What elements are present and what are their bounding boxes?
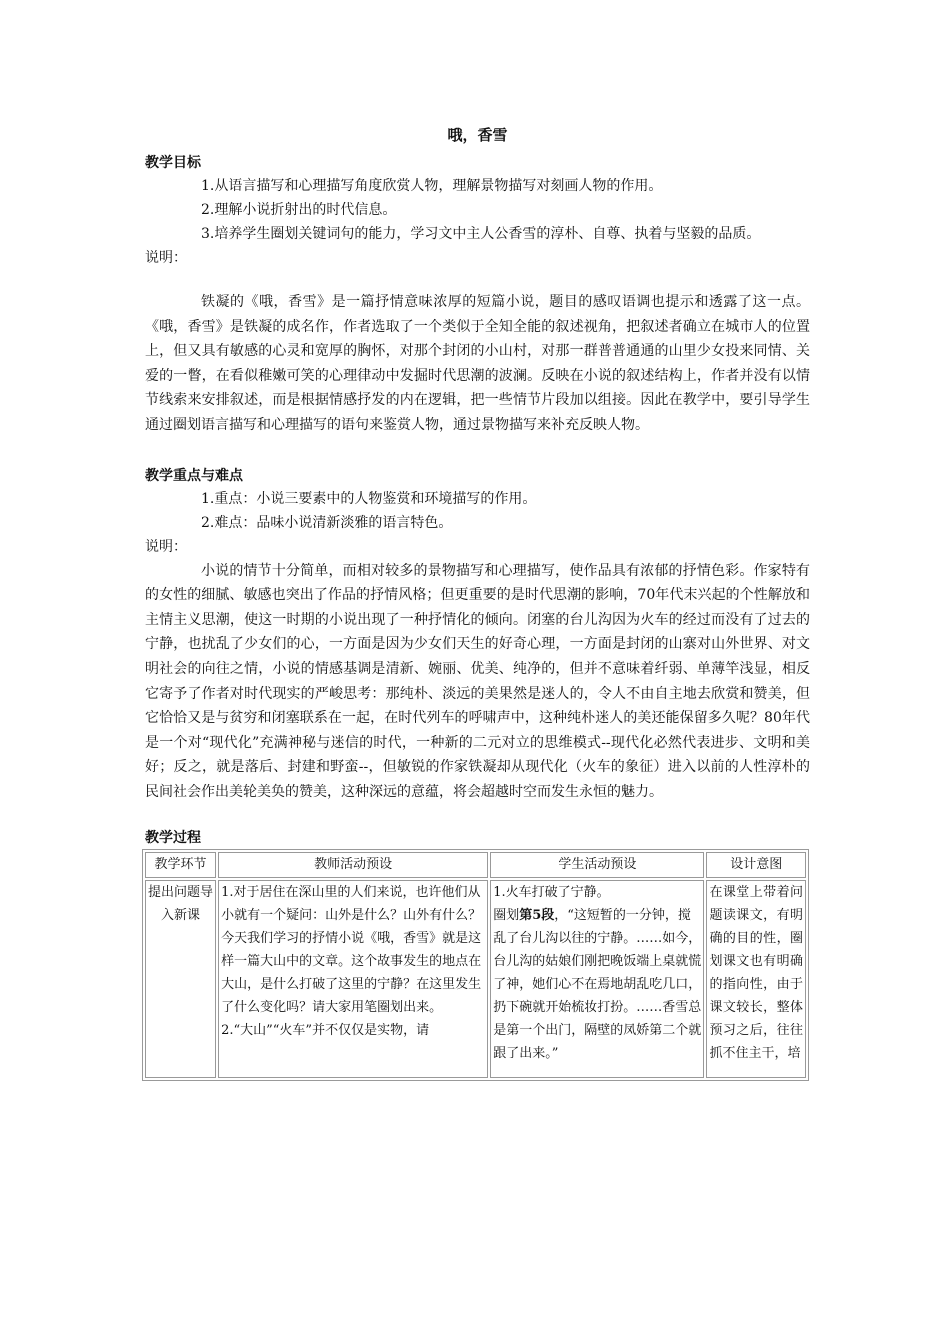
table-header-row bbox=[145, 852, 806, 878]
keypoints-note-label: 说明： bbox=[145, 538, 187, 555]
keypoint-item: 2.难点：品味小说清新淡雅的语言特色。 bbox=[201, 514, 453, 531]
keypoints-note-paragraph: 小说的情节十分简单，而相对较多的景物描写和心理描写，使作品具有浓郁的抒情色彩。作家特有的女性的细腻、敏感也突出了作品的抒情风格；但更重要的是时代思潮的影响，70年代末兴起的个性解放和主情主义思潮，使这一时期的小说出现了一种抒情化的倾向。闭塞的台儿沟因为火车的经过而没有了过去的宁静，也扰乱了少女们的心，一方面是因为少女们天生的好奇心理，一方面是封闭的山寨对山外世界、对文明社会的向往之情，小说的情感基调是清新、婉丽、优美、纯净的，但并不意味着纤弱、单薄竿浅显，相反它寄予了作者对时代现实的严峻思考：那纯朴、淡远的美果然是迷人的，令人不由自主地去欣赏和赞美，但它恰恰又是与贫穷和闭塞联系在一起，在时代列车的呼啸声中，这种纯朴迷人的美还能保留多久呢？80年代是一个对“现代化”充满神秘与迷信的时代，一种新的二元对立的思维模式--现代化必然代表进步、文明和美好；反之，就是落后、封建和野蛮--，但敏锐的作家铁凝却从现代化（火车的象征）进入以前的人性淳朴的民间社会作出美轮美奂的赞美，这种深远的意蕴，将会超越时空而发生永恒的魅力。 bbox=[145, 562, 810, 800]
column-header: 教师活动预设 bbox=[218, 852, 488, 878]
column-header: 学生活动预设 bbox=[490, 852, 704, 878]
column-header: 教学环节 bbox=[145, 852, 216, 878]
goal-item: 1.从语言描写和心理描写角度欣赏人物，理解景物描写对刻画人物的作用。 bbox=[201, 178, 663, 194]
page-title: 哦，香雪 bbox=[447, 126, 508, 144]
student-activity-2-rest: ，“这短暂的一分钟，搅乱了台儿沟以往的宁静。……如今，台儿沟的姑娘们刚把晚饭端上桌就慌了神，她们心不在焉地胡乱吃几口，扔下碗就开始梳妆打扮。……香雪总是第一个出门，隔壁的凤娇第二个就跟了出来。” bbox=[493, 907, 702, 1061]
stage-text: 提出问题导入新课 bbox=[148, 884, 214, 923]
design-intent-text: 在课堂上带着问题读课文，有明确的目的性，圈划课文也有明确的指向性，由于课文较长，整体预习之后，往往抓不住主干，培 bbox=[709, 884, 803, 1061]
keypoint-item: 1.重点：小说三要素中的人物鉴赏和环境描写的作用。 bbox=[201, 490, 537, 507]
table-row bbox=[145, 880, 806, 1078]
student-activity-cell bbox=[490, 880, 704, 1078]
stage-cell bbox=[145, 880, 216, 1078]
process-heading: 教学过程 bbox=[145, 829, 201, 846]
student-activity-2-bold: 第5段 bbox=[519, 907, 555, 923]
document-page bbox=[145, 124, 810, 1081]
goals-note-label: 说明： bbox=[145, 250, 187, 266]
design-intent-cell bbox=[706, 880, 806, 1078]
student-activity-2 bbox=[493, 904, 701, 1065]
teaching-process-table bbox=[142, 849, 809, 1081]
goal-item: 3.培养学生圈划关键词句的能力，学习文中主人公香雪的淳朴、自尊、执着与坚毅的品质。 bbox=[201, 226, 761, 242]
teacher-activity-2: 2.“大山”“火车”并不仅仅是实物，请 bbox=[221, 1022, 430, 1038]
student-activity-1: 1.火车打破了宁静。 bbox=[493, 884, 610, 900]
goals-note-paragraph: 铁凝的《哦，香雪》是一篇抒情意味浓厚的短篇小说，题目的感叹语调也提示和透露了这一点。《哦，香雪》是铁凝的成名作，作者选取了一个类似于全知全能的叙述视角，把叙述者确立在城市人的位置上，但又具有敏感的心灵和宽厚的胸怀，对那个封闭的小山村，对那一群普普通通的山里少女投来同情、关爱的一瞥，在看似稚嫩可笑的心理律动中发掘时代思潮的波澜。反映在小说的叙述结构上，作者并没有以情节线索来安排叙述，而是根据情感抒发的内在逻辑，把一些情节片段加以组接。因此在教学中，要引导学生通过圈划语言描写和心理描写的语句来鉴赏人物，通过景物描写来补充反映人物。 bbox=[145, 294, 810, 433]
teacher-activity-1: 1.对于居住在深山里的人们来说，也许他们从小就有一个疑问：山外是什么？山外有什么？今天我们学习的抒情小说《哦，香雪》就是这样一篇大山中的文章。这个故事发生的地点在大山，是什么打破了这里的宁静？在这里发生了什么变化吗？请大家用笔圈划出来。 bbox=[221, 884, 482, 1015]
teacher-activity-cell bbox=[218, 880, 488, 1078]
goals-heading: 教学目标 bbox=[145, 155, 201, 171]
student-activity-2-prefix: 圈划 bbox=[493, 907, 520, 923]
keypoints-heading: 教学重点与难点 bbox=[145, 467, 243, 484]
column-header: 设计意图 bbox=[706, 852, 806, 878]
goal-item: 2.理解小说折射出的时代信息。 bbox=[201, 202, 397, 218]
